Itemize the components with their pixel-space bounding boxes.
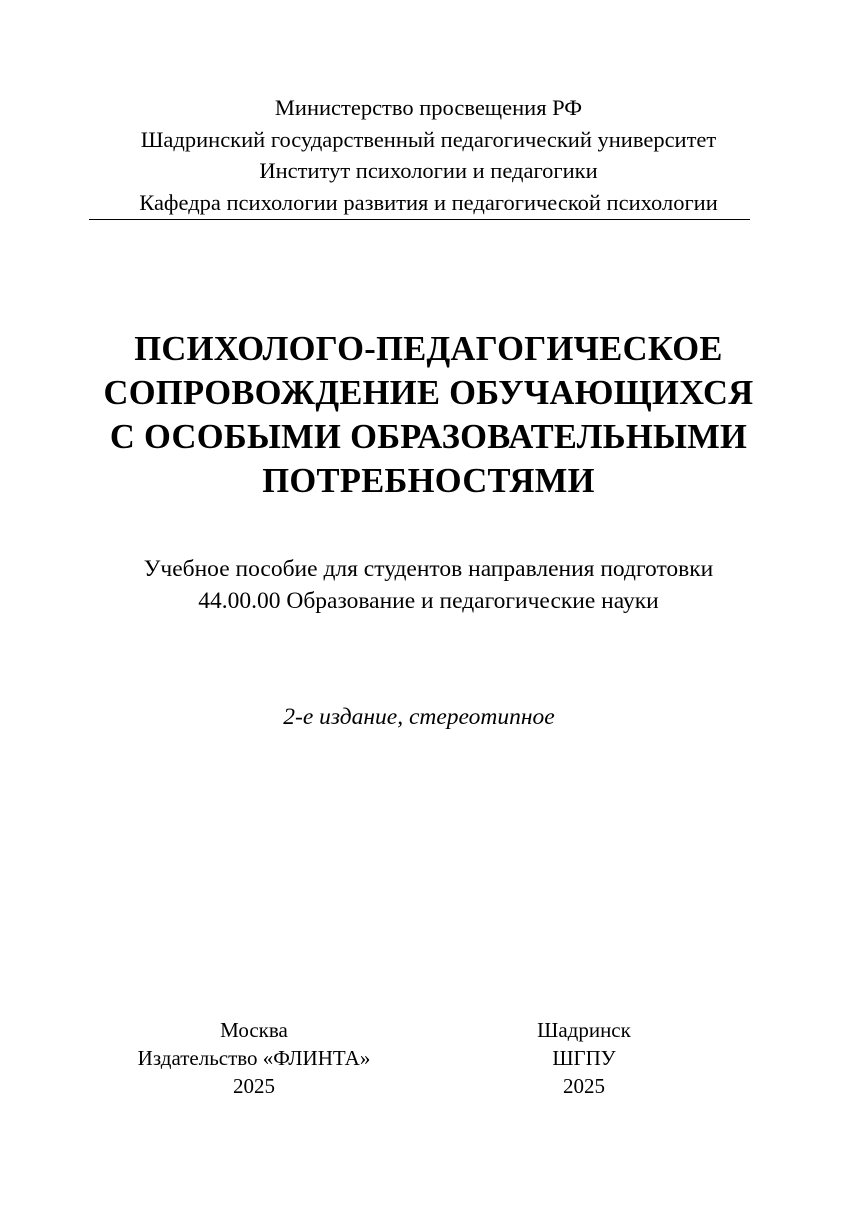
university-name: Шадринский государственный педагогический университет: [140, 126, 717, 152]
book-title: [0, 327, 857, 503]
subtitle-line-2: 44.00.00 Образование и педагогические науки: [198, 588, 659, 614]
imprint-city: Шадринск: [537, 1018, 631, 1042]
imprint-publisher: ШГПУ: [552, 1046, 616, 1070]
imprint-shadrinsk: [474, 1016, 694, 1100]
edition-note: 2-е издание, стереотипное: [283, 704, 555, 730]
imprint-moscow: [114, 1016, 394, 1100]
book-subtitle: [0, 553, 857, 617]
title-line-3: С ОСОБЫМИ ОБРАЗОВАТЕЛЬНЫМИ: [109, 418, 748, 456]
title-line-2: СОПРОВОЖДЕНИЕ ОБУЧАЮЩИХСЯ: [103, 374, 754, 412]
imprint-publisher: Издательство «ФЛИНТА»: [137, 1046, 371, 1070]
imprint-city: Москва: [220, 1018, 288, 1042]
department-name: Кафедра психологии развития и педагогической психологии: [139, 189, 718, 215]
imprint-year: 2025: [233, 1074, 275, 1098]
ministry-name: Министерство просвещения РФ: [274, 95, 583, 120]
institution-header: [0, 92, 857, 218]
institute-name: Институт психологии и педагогики: [259, 158, 598, 183]
header-divider: [89, 219, 750, 220]
title-line-1: ПСИХОЛОГО-ПЕДАГОГИЧЕСКОЕ: [134, 330, 723, 368]
subtitle-line-1: Учебное пособие для студентов направления подготовки: [143, 556, 714, 582]
title-line-4: ПОТРЕБНОСТЯМИ: [262, 462, 595, 500]
imprint-year: 2025: [563, 1074, 605, 1098]
